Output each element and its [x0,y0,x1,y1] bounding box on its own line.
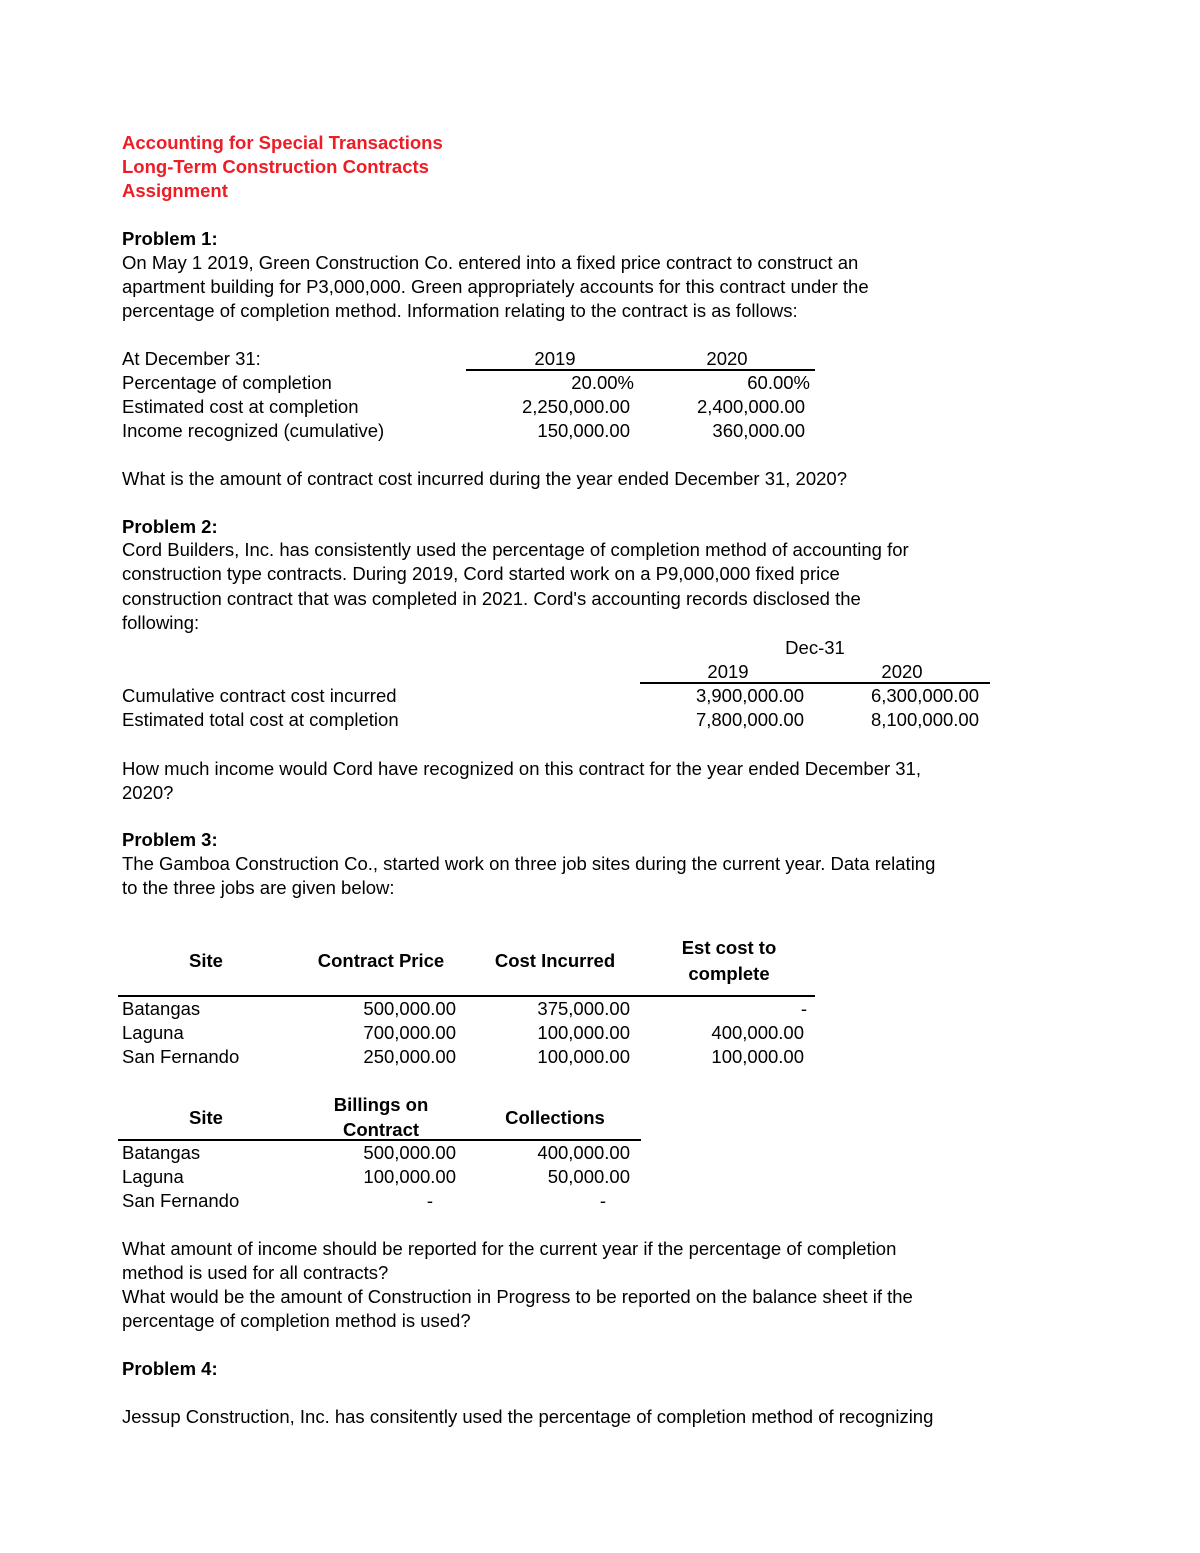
table-row-label: Percentage of completion [122,372,332,393]
year-header: 2019 [534,348,576,369]
problem-1-text-line: percentage of completion method. Information relating to the contract is as follows: [122,300,798,321]
table-cell: 375,000.00 [537,998,630,1019]
table-cell: - [800,998,807,1019]
problem-1-text-line: apartment building for P3,000,000. Green appropriately accounts for this contract under the [122,276,869,297]
column-header: Est cost to [681,937,777,958]
table-row-label: Income recognized (cumulative) [122,420,385,441]
table-cell: 50,000.00 [547,1166,630,1187]
problem-4-title: Problem 4: [122,1358,218,1379]
table-cell: 360,000.00 [712,420,805,441]
table-cell: - [599,1190,607,1211]
problem-3-question-line: What would be the amount of Construction in Progress to be reported on the balance sheet if the [122,1286,913,1307]
problem-4-text-line: Jessup Construction, Inc. has consitently used the percentage of completion method of recognizing [122,1406,934,1427]
column-header: Site [189,1107,223,1128]
table-cell: 60.00% [747,372,810,393]
problem-2-text-line: construction type contracts. During 2019, Cord started work on a P9,000,000 fixed price [122,563,840,584]
column-header: Site [189,950,223,971]
problem-3-text-line: to the three jobs are given below: [122,877,395,898]
table-cell: 150,000.00 [537,420,630,441]
table-cell: San Fernando [122,1046,240,1067]
problem-3-text-line: The Gamboa Construction Co., started work on three job sites during the current year. Data relating [122,853,936,874]
problem-2-question-line: 2020? [122,782,174,803]
table-cell: 20.00% [571,372,634,393]
column-header: complete [688,963,770,984]
table-cell: 500,000.00 [363,998,456,1019]
table-cell: 6,300,000.00 [870,685,979,706]
table-cell: 8,100,000.00 [870,709,979,730]
problem-2-question-line: How much income would Cord have recognized on this contract for the year ended December 31, [122,758,922,779]
table-cell: 500,000.00 [363,1142,456,1163]
table-cell: San Fernando [122,1190,240,1211]
table-cell: Laguna [122,1166,184,1187]
year-header: 2019 [707,661,749,682]
problem-2-text-line: following: [122,612,200,633]
problem-2-text-line: construction contract that was completed in 2021. Cord's accounting records disclosed the [122,588,861,609]
year-header: 2020 [706,348,748,369]
table-cell: 400,000.00 [711,1022,804,1043]
table-cell: 100,000.00 [711,1046,804,1067]
table-cell: 250,000.00 [363,1046,456,1067]
topic-title: Long-Term Construction Contracts [122,156,429,177]
table-cell: 2,250,000.00 [521,396,630,417]
problem-3-title: Problem 3: [122,829,218,850]
group-header: Dec-31 [785,637,845,658]
year-header: 2020 [881,661,923,682]
table-cell: 100,000.00 [363,1166,456,1187]
table-cell: 3,900,000.00 [695,685,804,706]
table-cell: 7,800,000.00 [695,709,804,730]
table-row-label: Cumulative contract cost incurred [122,685,397,706]
column-header: Contract Price [317,950,445,971]
course-title: Accounting for Special Transactions [122,132,443,153]
table-row-label: Estimated total cost at completion [122,709,399,730]
table-row-label: At December 31: [122,348,261,369]
problem-3-question-line: What amount of income should be reported for the current year if the percentage of completion [122,1238,897,1259]
column-header: Billings on [333,1094,429,1115]
table-cell: 100,000.00 [537,1046,630,1067]
table-row-label: Estimated cost at completion [122,396,359,417]
table-cell: 700,000.00 [363,1022,456,1043]
problem-2-title: Problem 2: [122,516,218,537]
problem-1-title: Problem 1: [122,228,218,249]
table-cell: - [426,1190,434,1211]
table-cell: 2,400,000.00 [696,396,805,417]
table-cell: Laguna [122,1022,184,1043]
column-header: Contract [342,1119,420,1140]
problem-1-question: What is the amount of contract cost incurred during the year ended December 31, 2020? [122,468,847,489]
problem-3-question-line: percentage of completion method is used? [122,1310,471,1331]
table-cell: 400,000.00 [537,1142,630,1163]
table-cell: Batangas [122,1142,201,1163]
column-header: Collections [505,1107,605,1128]
assignment-title: Assignment [122,180,228,201]
problem-2-text-line: Cord Builders, Inc. has consistently used the percentage of completion method of accounting for [122,539,909,560]
problem-1-text-line: On May 1 2019, Green Construction Co. entered into a fixed price contract to construct an [122,252,859,273]
problem-3-question-line: method is used for all contracts? [122,1262,389,1283]
column-header: Cost Incurred [494,950,616,971]
table-cell: 100,000.00 [537,1022,630,1043]
table-cell: Batangas [122,998,201,1019]
